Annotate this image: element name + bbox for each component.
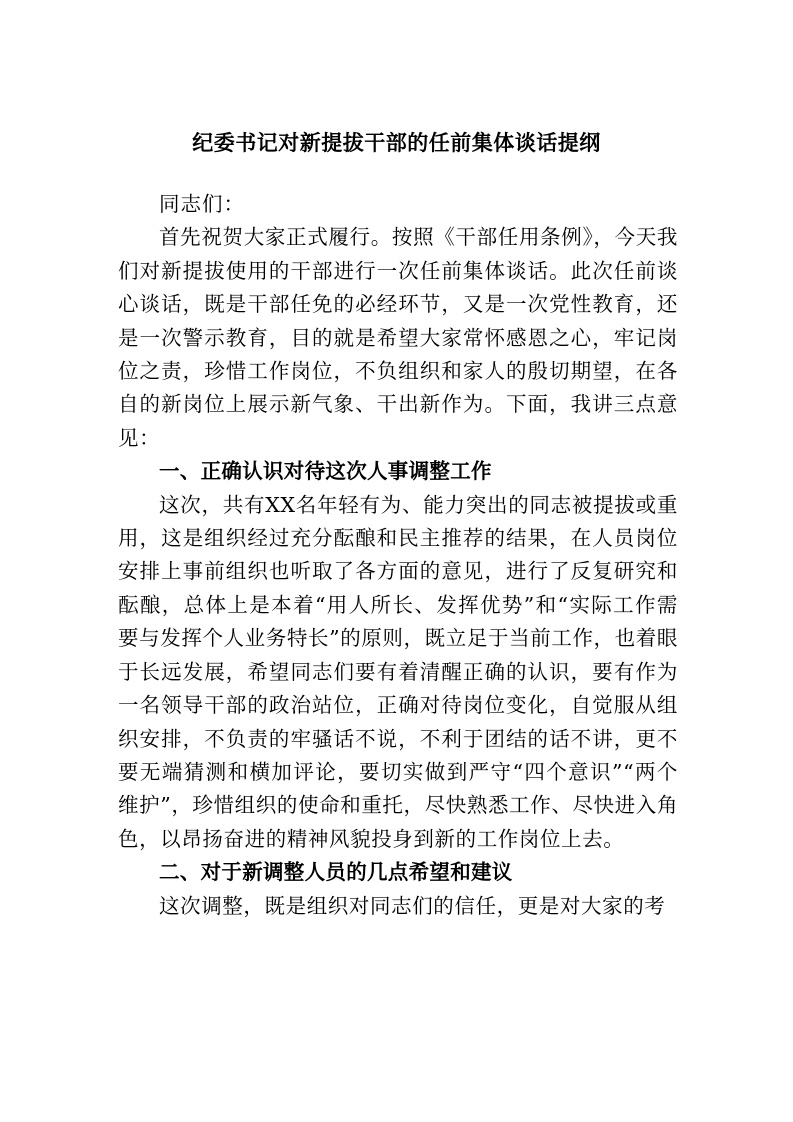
section-1-heading: 一、正确认识对待这次人事调整工作 [159,459,492,484]
document-body [118,188,678,923]
section-1-paragraph: 这次，共有XX名年轻有为、能力突出的同志被提拔或重用，这是组织经过充分酝酿和民主推荐的结果，在人员岗位安排上事前组织也听取了各方面的意见，进行了反复研究和酝酿，总体上是本着“用人所长、发挥优势”和“实际工作需要与发挥个人业务特长”的原则，既立足于当前工作，也着眼于长远发展，希望同志们要有着清醒正确的认识，要有作为一名领导干部的政治站位，正确对待岗位变化，自觉服从组织安排，不负责的牢骚话不说，不利于团结的话不讲，更不要无端猜测和横加评论，要切实做到严守“四个意识”“两个维护”，珍惜组织的使命和重托，尽快熟悉工作、尽快进入角色，以昂扬奋进的精神风貌投身到新的工作岗位上去。 [118,492,678,851]
section-2-heading: 二、对于新调整人员的几点希望和建议 [159,860,513,885]
intro-paragraph: 首先祝贺大家正式履行。按照《干部任用条例》，今天我们对新提拔使用的干部进行一次任前集体谈话。此次任前谈心谈话，既是干部任免的必经环节，又是一次党性教育，还是一次警示教育，目的就是希望大家常怀感恩之心，牢记岗位之责，珍惜工作岗位，不负组织和家人的殷切期望，在各自的新岗位上展示新气象、干出新作为。下面，我讲三点意见： [118,225,678,450]
document-title: 纪委书记对新提拔干部的任前集体谈话提纲 [192,131,601,155]
salutation: 同志们： [159,192,245,216]
section-2-paragraph: 这次调整，既是组织对同志们的信任，更是对大家的考 [159,893,666,918]
